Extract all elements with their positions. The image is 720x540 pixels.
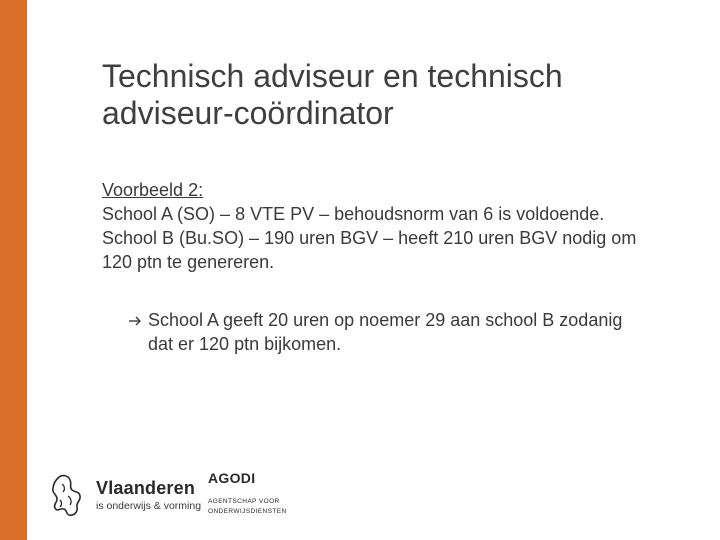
body-line-school-b-cont: 120 ptn te genereren. [102,252,275,272]
arrow-right-icon [128,308,144,340]
example-label: Voorbeeld 2: [102,180,204,200]
body-line-school-b: School B (Bu.SO) – 190 uren BGV – heeft 210 uren BGV nodig om [102,228,637,248]
accent-bar [0,0,27,540]
bullet-line-1: School A geeft 20 uren op noemer 29 aan school B zodanig [148,310,623,330]
arrow-right-icon-graphic [128,308,142,332]
agodi-line-1: AGENTSCHAP VOOR [208,498,280,505]
body-text [102,178,692,274]
agodi-name: AGODI [208,470,256,486]
agodi-line-2: ONDERWIJSDIENSTEN [208,508,287,515]
agodi-logo [208,470,318,520]
bullet-line-2: dat er 120 ptn bijkomen. [148,334,342,354]
flemish-lion-icon [48,472,88,520]
slide-title [102,58,682,132]
vlaanderen-name: Vlaanderen [96,478,196,498]
bullet-text [148,308,688,356]
title-line-1: Technisch adviseur en technisch [102,58,563,94]
vlaanderen-logo [48,468,202,524]
body-line-school-a: School A (SO) – 8 VTE PV – behoudsnorm van 6 is voldoende. [102,204,605,224]
vlaanderen-tagline: is onderwijs & vorming [96,500,202,512]
title-line-2: adviseur-coördinator [102,95,394,131]
